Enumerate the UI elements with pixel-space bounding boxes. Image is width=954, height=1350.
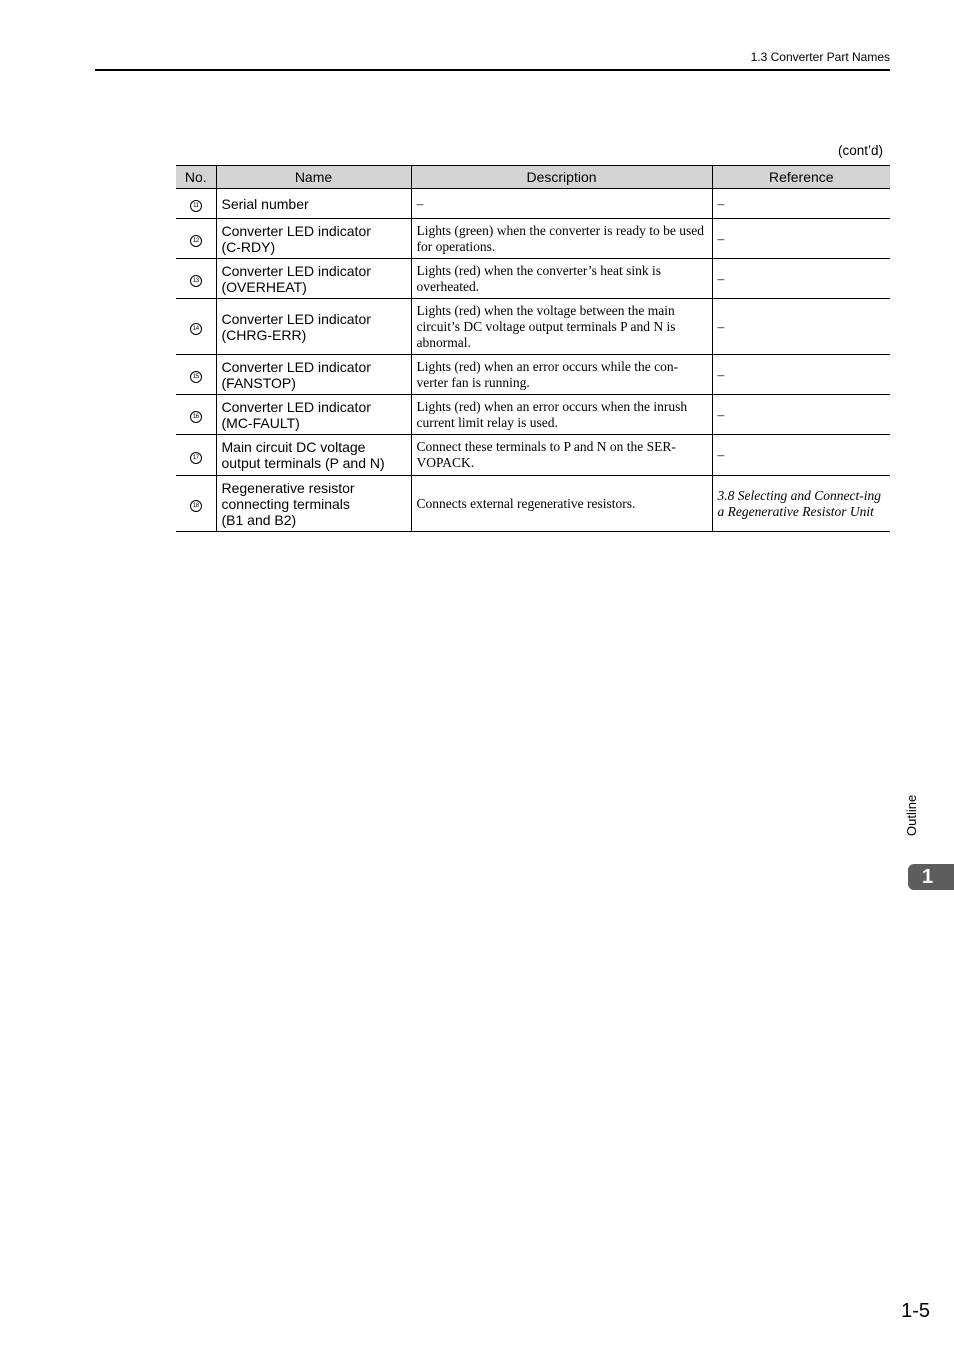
cell-reference: –	[712, 189, 890, 219]
name-line: (MC-FAULT)	[221, 414, 300, 431]
circled-number-icon: 18	[190, 500, 202, 512]
cell-no	[176, 476, 216, 532]
cell-no	[176, 189, 216, 219]
circled-number-icon: 17	[190, 452, 202, 464]
name-line: connecting terminals	[221, 495, 350, 512]
circled-number-icon: 14	[190, 323, 202, 335]
table-row	[176, 355, 890, 395]
cell-description: Lights (green) when the converter is ready to be used for operations.	[411, 219, 712, 259]
column-header-description: Description	[411, 166, 712, 189]
circled-number-icon: 11	[190, 200, 202, 212]
cell-reference: –	[712, 219, 890, 259]
name-line: (B1 and B2)	[221, 511, 297, 528]
circled-number-icon: 16	[190, 411, 202, 423]
name-line: Regenerative resistor	[221, 479, 355, 496]
column-header-reference: Reference	[712, 166, 890, 189]
name-line: Main circuit DC voltage	[221, 439, 366, 455]
cell-no	[176, 299, 216, 355]
page-number: 1-5	[901, 1300, 930, 1322]
table-row	[176, 476, 890, 532]
cell-no	[176, 395, 216, 435]
table-row	[176, 189, 890, 219]
cell-reference: –	[712, 355, 890, 395]
cell-reference: –	[712, 259, 890, 299]
name-line: Converter LED indicator	[221, 262, 371, 279]
table-row	[176, 435, 890, 476]
cell-description: Connect these terminals to P and N on the SER-VOPACK.	[411, 435, 712, 476]
side-tab-label: Outline	[904, 794, 919, 836]
cell-name	[216, 189, 411, 219]
cell-reference: –	[712, 299, 890, 355]
column-header-name: Name	[216, 166, 411, 189]
cell-description: Lights (red) when the converter’s heat sink is overheated.	[411, 259, 712, 299]
cell-reference: –	[712, 395, 890, 435]
cell-reference-link[interactable]: 3.8 Selecting and Connect-ing a Regenerative Resistor Unit	[712, 476, 890, 532]
cell-no	[176, 355, 216, 395]
cell-name	[216, 355, 411, 395]
cell-no	[176, 259, 216, 299]
name-line: (FANSTOP)	[221, 374, 296, 391]
name-line: Converter LED indicator	[221, 222, 371, 239]
table-body	[176, 189, 890, 532]
cell-name	[216, 476, 411, 532]
circled-number-icon: 13	[190, 275, 202, 287]
part-names-table	[176, 165, 890, 532]
cell-name	[216, 219, 411, 259]
cell-no	[176, 435, 216, 476]
cell-no	[176, 219, 216, 259]
cell-name	[216, 259, 411, 299]
name-line: Serial number	[221, 195, 309, 212]
cell-description: Lights (red) when an error occurs when the inrush current limit relay is used.	[411, 395, 712, 435]
name-line: (C-RDY)	[221, 238, 276, 255]
circled-number-icon: 15	[190, 371, 202, 383]
cell-name	[216, 299, 411, 355]
table-row	[176, 299, 890, 355]
cell-description: –	[411, 189, 712, 219]
table-row	[176, 395, 890, 435]
column-header-no: No.	[176, 166, 216, 189]
name-line: (CHRG-ERR)	[221, 326, 307, 343]
name-line: Converter LED indicator	[221, 358, 371, 375]
cell-name	[216, 395, 411, 435]
name-line: Converter LED indicator	[221, 398, 371, 415]
cell-description: Lights (red) when the voltage between the main circuit’s DC voltage output terminals P and N is abnormal.	[411, 299, 712, 355]
cell-description: Connects external regenerative resistors.	[411, 476, 712, 532]
circled-number-icon: 12	[190, 235, 202, 247]
table-row	[176, 219, 890, 259]
table-header-row	[176, 166, 890, 189]
name-line: (OVERHEAT)	[221, 278, 307, 295]
header-rule	[95, 69, 890, 71]
chapter-tab: 1	[908, 864, 954, 890]
name-line: Converter LED indicator	[221, 310, 371, 327]
table-row	[176, 259, 890, 299]
name-line: output terminals (P and N)	[221, 455, 385, 471]
cell-reference: –	[712, 435, 890, 476]
continued-label: (cont’d)	[837, 143, 883, 158]
cell-description: Lights (red) when an error occurs while the con-verter fan is running.	[411, 355, 712, 395]
cell-name	[216, 435, 411, 476]
running-header-title: 1.3 Converter Part Names	[750, 50, 890, 64]
